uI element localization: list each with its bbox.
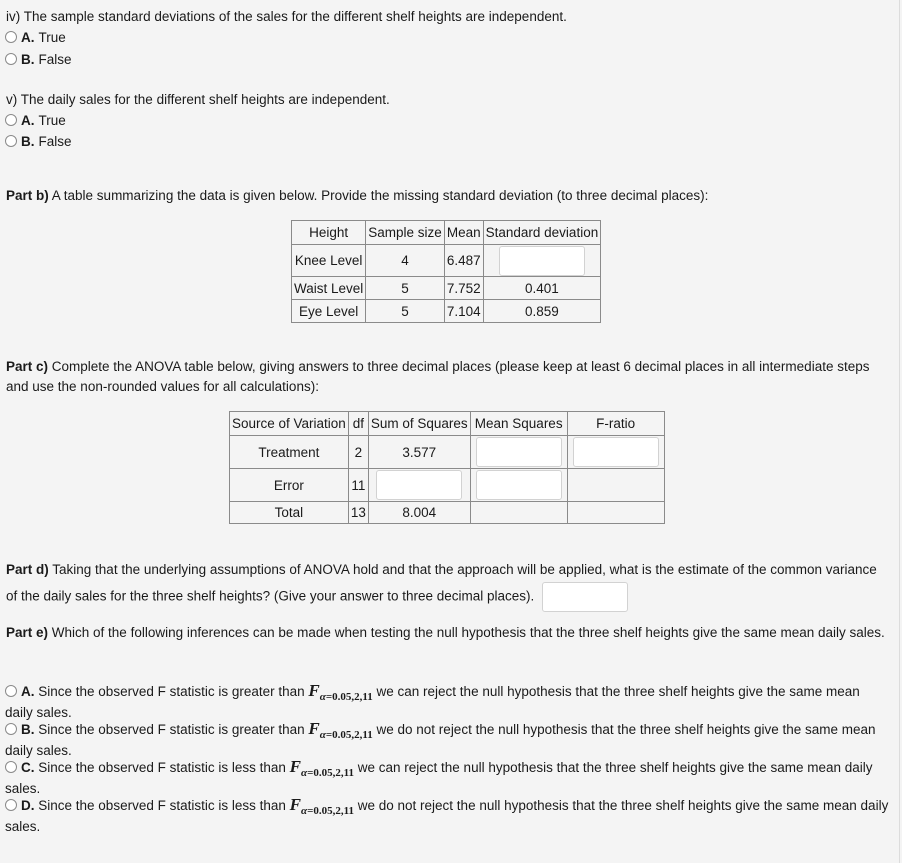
height-cell: Waist Level xyxy=(292,277,366,300)
ms-cell xyxy=(470,469,567,502)
part-e-label: Part e) xyxy=(6,625,49,640)
f-ratio-input[interactable] xyxy=(573,437,659,467)
radio-button[interactable] xyxy=(5,761,17,773)
sample-size-cell: 5 xyxy=(366,277,445,300)
part-b-instructions xyxy=(6,186,708,206)
f-critical-symbol: F xyxy=(308,719,320,738)
height-cell: Eye Level xyxy=(292,300,366,323)
header-sample-size: Sample size xyxy=(366,221,445,245)
ss-cell xyxy=(368,469,470,502)
table-row xyxy=(230,502,665,524)
option-letter: A. xyxy=(21,684,35,699)
header-df: df xyxy=(348,412,368,436)
ss-cell: 3.577 xyxy=(368,436,470,469)
f-critical-subscript: α=0.05,2,11 xyxy=(300,805,354,817)
radio-button[interactable] xyxy=(5,135,17,147)
part-d-question xyxy=(6,558,886,612)
header-mean: Mean xyxy=(444,221,483,245)
q-v-option-b[interactable] xyxy=(5,132,72,150)
f-critical-subscript: α=0.05,2,11 xyxy=(319,729,373,741)
q-iv-option-b[interactable] xyxy=(5,50,72,68)
mean-cell: 7.752 xyxy=(444,277,483,300)
part-e-option-a[interactable] xyxy=(5,681,890,722)
table-row xyxy=(292,245,601,277)
option-letter: C. xyxy=(21,760,35,775)
part-e-question xyxy=(6,623,886,643)
f-critical-symbol: F xyxy=(308,681,320,700)
header-ms: Mean Squares xyxy=(470,412,567,436)
radio-button[interactable] xyxy=(5,799,17,811)
empty-cell xyxy=(567,502,664,524)
option-text: we do not reject the null hypothesis that the three shelf heights give the same mean daily sales. xyxy=(5,722,876,758)
sd-cell: 0.401 xyxy=(483,277,601,300)
table-row xyxy=(230,436,665,469)
empty-cell xyxy=(470,502,567,524)
radio-button[interactable] xyxy=(5,31,17,43)
header-height: Height xyxy=(292,221,366,245)
f-critical-symbol: F xyxy=(289,795,301,814)
mean-cell: 7.104 xyxy=(444,300,483,323)
mean-cell: 6.487 xyxy=(444,245,483,277)
f-critical-symbol: F xyxy=(289,757,301,776)
option-text: Since the observed F statistic is less than xyxy=(38,760,290,775)
radio-button[interactable] xyxy=(5,723,17,735)
header-standard-deviation: Standard deviation xyxy=(483,221,601,245)
part-c-text: Complete the ANOVA table below, giving answers to three decimal places (please keep at least 6 decimal places in all intermediate steps and use the non-rounded values for all calculations): xyxy=(6,359,870,394)
part-e-option-c[interactable] xyxy=(5,757,890,798)
table-row xyxy=(292,300,601,323)
header-f-ratio: F-ratio xyxy=(567,412,664,436)
option-letter: B. xyxy=(21,51,35,67)
part-e-option-d[interactable] xyxy=(5,795,890,836)
f-critical-subscript: α=0.05,2,11 xyxy=(300,767,354,779)
df-cell: 11 xyxy=(348,469,368,502)
source-cell: Error xyxy=(230,469,349,502)
option-letter: B. xyxy=(21,133,35,149)
df-cell: 13 xyxy=(348,502,368,524)
part-b-label: Part b) xyxy=(6,188,49,203)
empty-cell xyxy=(567,469,664,502)
part-d-label: Part d) xyxy=(6,562,49,577)
option-text: we can reject the null hypothesis that the three shelf heights give the same mean daily sales. xyxy=(5,760,873,796)
part-e-text: Which of the following inferences can be made when testing the null hypothesis that the three shelf heights give the same mean daily sales. xyxy=(48,625,885,640)
option-label: False xyxy=(38,51,72,67)
treatment-ms-input[interactable] xyxy=(476,437,562,467)
error-ss-input[interactable] xyxy=(376,470,462,500)
table-row xyxy=(292,277,601,300)
q-v-option-a[interactable] xyxy=(5,111,66,129)
f-ratio-cell xyxy=(567,436,664,469)
header-source: Source of Variation xyxy=(230,412,349,436)
option-text: we do not reject the null hypothesis that the three shelf heights give the same mean daily sales. xyxy=(5,798,889,834)
sd-cell: 0.859 xyxy=(483,300,601,323)
option-text: Since the observed F statistic is less than xyxy=(38,798,290,813)
option-text: Since the observed F statistic is greater than xyxy=(38,684,309,699)
option-letter: A. xyxy=(21,112,35,128)
option-text: Since the observed F statistic is greater than xyxy=(38,722,309,737)
source-cell: Total xyxy=(230,502,349,524)
f-critical-subscript: α=0.05,2,11 xyxy=(319,691,373,703)
option-label: False xyxy=(38,133,72,149)
q-iv-option-a[interactable] xyxy=(5,28,66,46)
radio-button[interactable] xyxy=(5,685,17,697)
question-v-prompt: v) The daily sales for the different shelf heights are independent. xyxy=(6,92,390,107)
option-text: we can reject the null hypothesis that the three shelf heights give the same mean daily sales. xyxy=(5,684,860,720)
radio-button[interactable] xyxy=(5,53,17,65)
sample-size-cell: 5 xyxy=(366,300,445,323)
height-cell: Knee Level xyxy=(292,245,366,277)
part-c-instructions xyxy=(6,357,886,397)
ms-cell xyxy=(470,436,567,469)
df-cell: 2 xyxy=(348,436,368,469)
source-cell: Treatment xyxy=(230,436,349,469)
knee-sd-input[interactable] xyxy=(499,246,585,276)
part-c-label: Part c) xyxy=(6,359,49,374)
part-d-text: Taking that the underlying assumptions of ANOVA hold and that the approach will be applied, what is the estimate of the common variance of the daily sales for the three shelf heights? (Give your answer to three decimal places). xyxy=(6,562,877,604)
option-label: True xyxy=(38,112,66,128)
sample-size-cell: 4 xyxy=(366,245,445,277)
sd-cell xyxy=(483,245,601,277)
table-row xyxy=(230,469,665,502)
option-letter: B. xyxy=(21,722,35,737)
option-letter: A. xyxy=(21,29,35,45)
summary-table xyxy=(291,220,601,323)
option-label: True xyxy=(38,29,66,45)
part-e-option-b[interactable] xyxy=(5,719,890,760)
part-b-text: A table summarizing the data is given below. Provide the missing standard deviation (to three decimal places): xyxy=(48,188,709,203)
anova-table xyxy=(229,411,665,524)
header-ss: Sum of Squares xyxy=(368,412,470,436)
option-letter: D. xyxy=(21,798,35,813)
question-iv-prompt: iv) The sample standard deviations of the sales for the different shelf heights are independent. xyxy=(6,9,567,24)
common-variance-input[interactable] xyxy=(542,582,628,612)
error-ms-input[interactable] xyxy=(476,470,562,500)
ss-cell: 8.004 xyxy=(368,502,470,524)
radio-button[interactable] xyxy=(5,114,17,126)
